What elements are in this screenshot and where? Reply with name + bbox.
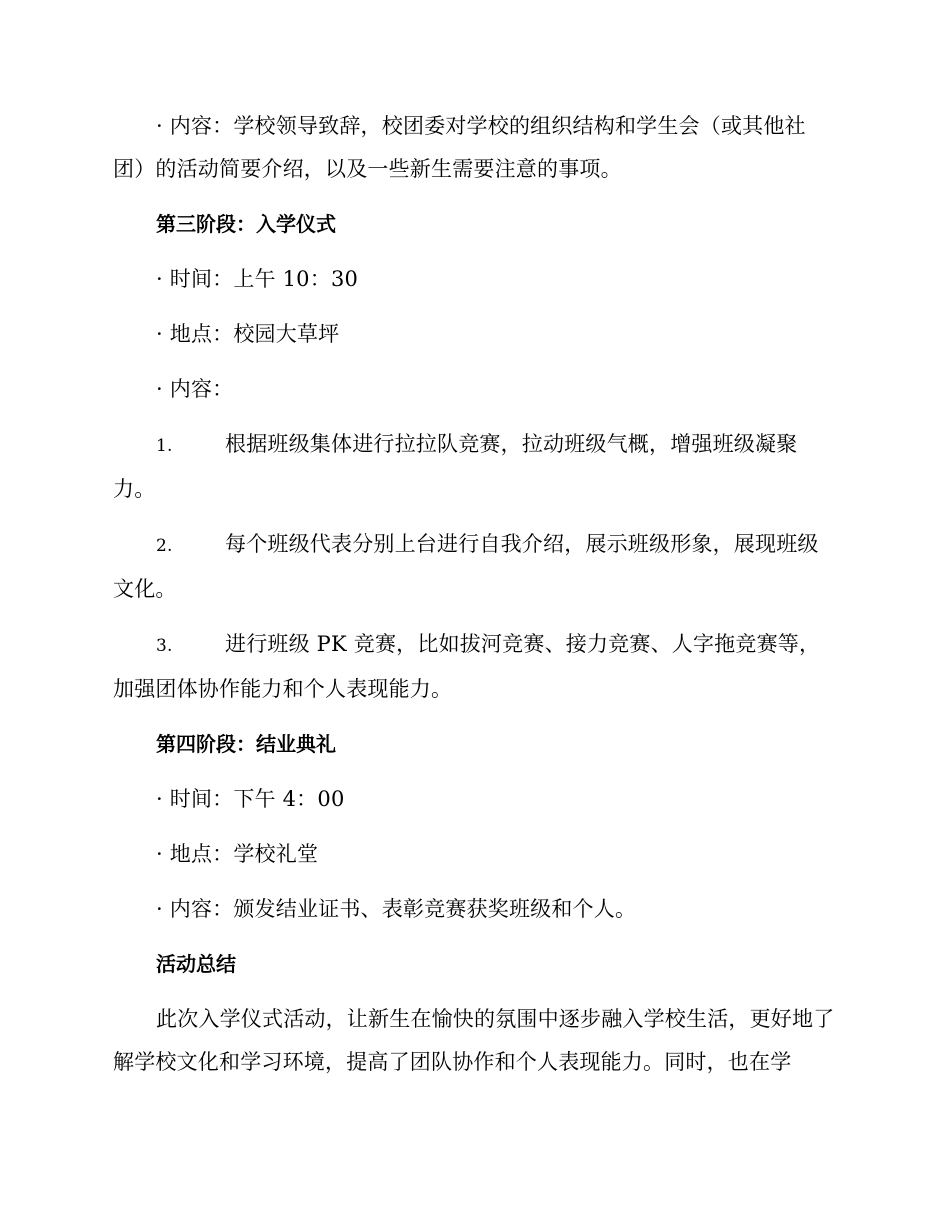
document-body — [113, 105, 835, 1096]
section-heading-stage-three: 第三阶段：入学仪式 — [156, 212, 336, 236]
paragraph-content-label: · 内容： — [156, 377, 234, 401]
paragraph-summary: 此次入学仪式活动，让新生在愉快的氛围中逐步融入学校生活，更好地了解学校文化和学习环境，提高了团队协作和个人表现能力。同时，也在学 — [113, 1007, 835, 1074]
paragraph-location: · 地点：学校礼堂 — [156, 842, 319, 866]
section-heading-stage-four: 第四阶段：结业典礼 — [156, 732, 336, 756]
section-heading-summary: 活动总结 — [156, 952, 236, 976]
item-text: 进行班级 PK 竞赛，比如拔河竞赛、接力竞赛、人字拖竞赛等，加强团体协作能力和个人表现能力。 — [113, 632, 821, 701]
paragraph-time: · 时间：下午 4：00 — [156, 787, 345, 811]
paragraph-content-intro: · 内容：学校领导致辞，校团委对学校的组织结构和学生会（或其他社团）的活动简要介绍，以及一些新生需要注意的事项。 — [113, 114, 806, 181]
item-number: 1. — [156, 436, 173, 456]
paragraph-content: · 内容：颁发结业证书、表彰竞赛获奖班级和个人。 — [156, 897, 637, 921]
item-number: 3. — [156, 636, 173, 656]
numbered-item-2 — [113, 523, 835, 611]
numbered-item-1 — [113, 423, 835, 511]
paragraph-time: · 时间：上午 10：30 — [156, 267, 359, 291]
numbered-item-3 — [113, 623, 835, 711]
item-text: 根据班级集体进行拉拉队竞赛，拉动班级气概，增强班级凝聚力。 — [113, 432, 798, 501]
item-text: 每个班级代表分别上台进行自我介绍，展示班级形象，展现班级文化。 — [113, 532, 819, 601]
item-number: 2. — [156, 536, 173, 556]
paragraph-location: · 地点：校园大草坪 — [156, 322, 340, 346]
